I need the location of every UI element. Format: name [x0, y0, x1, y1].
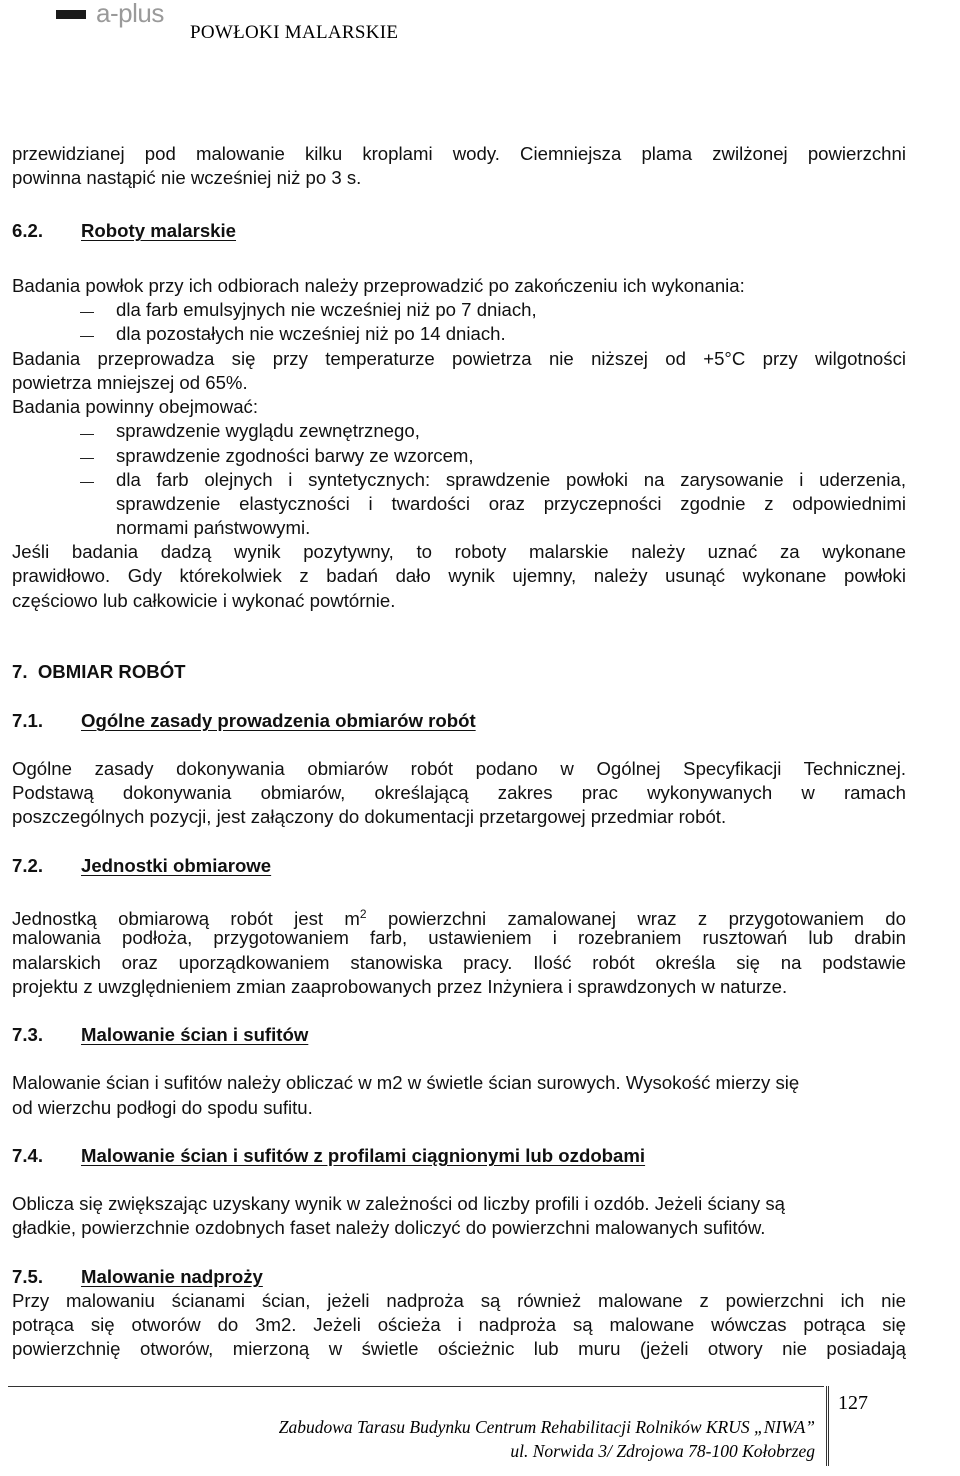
paragraph-line: powietrza mniejszej od 65%. — [12, 372, 248, 393]
paragraph-line: powierzchnię otworów, mierzoną w świetle ościeżnic lub muru (jeżeli otwory nie posiadają — [12, 1338, 906, 1359]
logo-mark — [56, 10, 86, 19]
paragraph-line: Przy malowaniu ścianami ścian, jeżeli nadproża są również malowane z powierzchni ich nie — [12, 1290, 906, 1311]
dash-bullet — [80, 336, 94, 337]
chapter-title: 7. OBMIAR ROBÓT — [12, 661, 186, 682]
paragraph-line: prawidłowo. Gdy którekolwiek z badań dało wynik ujemny, należy usunąć wykonane powłoki — [12, 565, 906, 586]
paragraph-line: malowania podłoża, przygotowaniem farb, ustawieniem i rozebraniem rusztowań lub drabin — [12, 927, 906, 948]
dash-bullet — [80, 458, 94, 459]
paragraph-line: powinna nastąpić nie wcześniej niż po 3 s. — [12, 167, 362, 188]
paragraph-line: projektu z uwzględnieniem zmian zaaprobowanych przez Inżyniera i sprawdzonych w naturze. — [12, 976, 788, 997]
section-number: 7.2. — [12, 855, 44, 876]
paragraph-line: Ogólne zasady dokonywania obmiarów robót podano w Ogólnej Specyfikacji Technicznej. — [12, 758, 906, 779]
footer-project-name: Zabudowa Tarasu Budynku Centrum Rehabilitacji Rolników KRUS „NIWA” — [278, 1417, 815, 1437]
paragraph-line: gładkie, powierzchnie ozdobnych faset należy doliczyć do powierzchni malowanych sufitów. — [12, 1217, 766, 1238]
paragraph-line: potrąca się otworów do 3m2. Jeżeli ościeża i nadproża są malowane wówczas potrąca się — [12, 1314, 906, 1335]
paragraph-line: Badania powinny obejmować: — [12, 396, 259, 417]
list-item: sprawdzenie zgodności barwy ze wzorcem, — [116, 445, 474, 466]
header-title: POWŁOKI MALARSKIE — [190, 22, 399, 43]
section-title: Roboty malarskie — [81, 220, 237, 241]
paragraph-line: Podstawą dokonywania obmiarów, określającą zakres prac wykonywanych w ramach — [12, 782, 906, 803]
paragraph-line: Badania przeprowadza się przy temperaturze powietrza nie niższej od +5°C przy wilgotności — [12, 348, 906, 369]
page-number: 127 — [838, 1392, 868, 1414]
dash-bullet — [80, 312, 94, 313]
footer-divider — [8, 1386, 824, 1387]
paragraph-line: poszczególnych pozycji, jest załączony do dokumentacji przetargowej przedmiar robót. — [12, 806, 727, 827]
logo: a-plus — [96, 0, 164, 28]
list-item-continued: normami państwowymi. — [116, 517, 311, 538]
list-item-continued: sprawdzenie elastyczności i twardości oraz przyczepności zgodnie z odpowiednimi — [116, 493, 906, 514]
dash-bullet — [80, 434, 94, 435]
section-number: 6.2. — [12, 220, 44, 241]
paragraph-line: Oblicza się zwiększając uzyskany wynik w zależności od liczby profili i ozdób. Jeżeli ściany są — [12, 1193, 785, 1214]
paragraph-line: malarskich oraz uporządkowaniem stanowiska pracy. Ilość robót określa się na podstawie — [12, 952, 906, 973]
footer-address: ul. Norwida 3/ Zdrojowa 78-100 Kołobrzeg — [510, 1441, 815, 1461]
text-run: Jednostką obmiarową robót jest m — [12, 908, 360, 930]
list-item: dla pozostałych nie wcześniej niż po 14 dniach. — [116, 323, 506, 344]
paragraph-line: Jeśli badania dadzą wynik pozytywny, to roboty malarskie należy uznać za wykonane — [12, 541, 906, 562]
list-item: sprawdzenie wyglądu zewnętrznego, — [116, 420, 420, 441]
paragraph-line: przewidzianej pod malowanie kilku kroplami wody. Ciemniejsza plama zwilżonej powierzchni — [12, 143, 906, 164]
dash-bullet — [80, 482, 94, 483]
paragraph-line: Badania powłok przy ich odbiorach należy przeprowadzić po zakończeniu ich wykonania: — [12, 275, 745, 296]
section-title: Ogólne zasady prowadzenia obmiarów robót — [81, 710, 476, 731]
section-title: Malowanie ścian i sufitów — [81, 1024, 309, 1045]
section-title: Malowanie nadproży — [81, 1266, 263, 1287]
list-item: dla farb olejnych i syntetycznych: sprawdzenie powłoki na zarysowanie i uderzenia, — [116, 469, 906, 490]
section-title: Malowanie ścian i sufitów z profilami ciągnionymi lub ozdobami — [81, 1145, 646, 1166]
text-run: powierzchni zamalowanej wraz z przygotowaniem do — [366, 908, 906, 930]
paragraph-line: częściowo lub całkowicie i wykonać powtórnie. — [12, 590, 396, 611]
section-title: Jednostki obmiarowe — [81, 855, 272, 876]
paragraph-line: od wierzchu podłogi do spodu sufitu. — [12, 1097, 313, 1118]
section-number: 7.3. — [12, 1024, 44, 1045]
section-number: 7.5. — [12, 1266, 44, 1287]
paragraph-line: Malowanie ścian i sufitów należy obliczać w m2 w świetle ścian surowych. Wysokość mierzy się — [12, 1072, 800, 1093]
section-number: 7.1. — [12, 710, 44, 731]
list-item: dla farb emulsyjnych nie wcześniej niż po 7 dniach, — [116, 299, 537, 320]
superscript: 2 — [359, 907, 367, 921]
section-number: 7.4. — [12, 1145, 44, 1166]
